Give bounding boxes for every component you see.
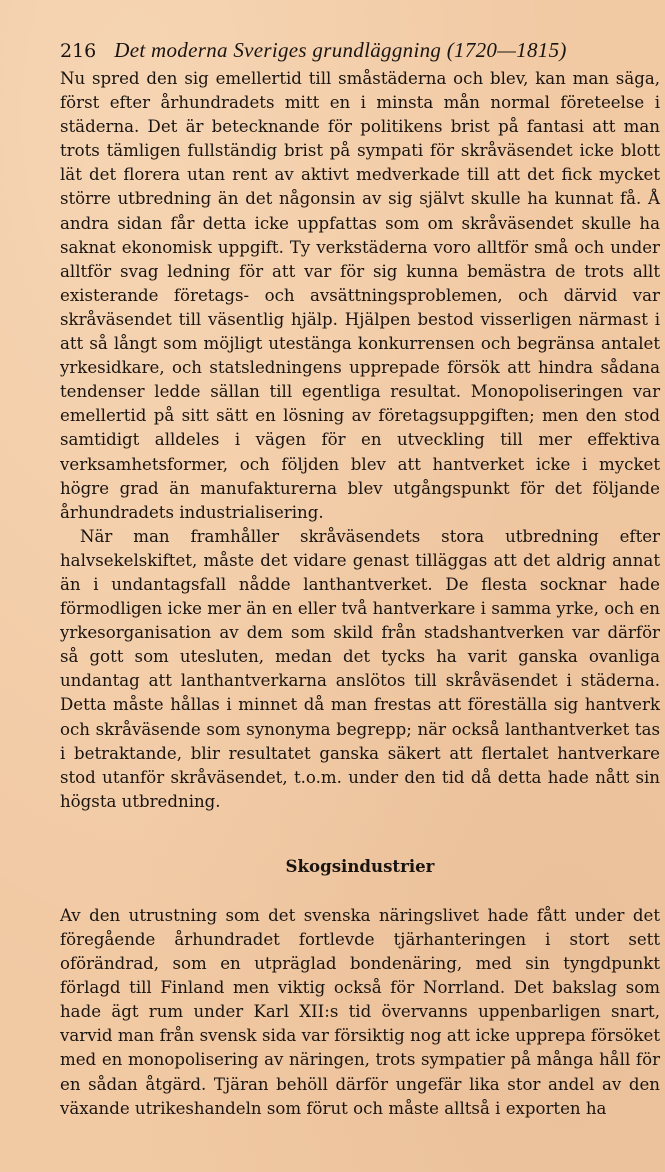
text-block-after-heading bbox=[60, 904, 660, 1121]
page-number: 216 bbox=[60, 40, 97, 62]
paragraph: Av den utrustning som det svenska näringslivet hade fått under det föregående århundradet fortlevde tjärhanteringen i stort sett oförändrad, som en utpräglad bondenäring, med sin tyngdpunkt förlagd till Finland men viktig också för Norrland. Det bakslag som hade ägt rum under Karl XII:s tid övervanns uppenbarligen snart, varvid man från svensk sida var försiktig nog att icke upprepa försöket med en monopolisering av näringen, trots sympatier på många håll för en sådan åtgärd. Tjäran behöll därför ungefär lika stor andel av den växande utrikeshandeln som förut och måste alltså i exporten ha bbox=[60, 905, 660, 1118]
section-heading: Skogsindustrier bbox=[285, 855, 435, 876]
text-block-before-heading bbox=[60, 67, 660, 814]
paragraph: När man framhåller skråväsendets stora utbredning efter halvsekelskiftet, måste det vidare genast tilläggas att det aldrig annat än i undantagsfall nådde lanthantverket. De flesta socknar hade förmodligen icke mer än en eller två hantverkare i samma yrke, och en yrkesorganisation av dem som skild från stadshantverken var därför så gott som utesluten, medan det tycks ha varit ganska ovanliga undantag att lanthantverkarna anslötos till skråväsendet i städerna. Detta måste hållas i minnet då man frestas att föreställa sig hantverk och skråväsende som synonyma begrepp; när också lanthantverket tas i betraktande, blir resultatet ganska säkert att flertalet hantverkare stod utanför skråväsendet, t.o.m. under den tid då detta hade nått sin högsta utbredning. bbox=[60, 526, 660, 811]
running-title: Det moderna Sveriges grundläggning (1720—1815) bbox=[114, 38, 567, 62]
running-header bbox=[60, 33, 660, 67]
paragraph: Nu spred den sig emellertid till småstäderna och blev, kan man säga, först efter århundradets mitt en i minsta mån normal företeelse i städerna. Det är betecknande för politikens brist på fantasi att man trots tämligen fullständig brist på sympati för skråväsendet icke blott lät det florera utan rent av aktivt medverkade till att det fick mycket större utbredning än det någonsin av sig självt skulle ha kunnat få. Å andra sidan får detta icke uppfattas som om skråväsendet skulle ha saknat ekonomisk uppgift. Ty verkstäderna voro alltför små och under alltför svag ledning för att var för sig kunna bemästra de trots allt existerande företags- och avsättningsproblemen, och därvid var skråväsendet till väsentlig hjälp. Hjälpen bestod visserligen närmast i att så långt som möjligt utestänga konkurrensen och begränsa antalet yrkesidkare, och statsledningens upprepade försök att hindra sådana tendenser ledde sällan till egentliga resultat. Monopoliseringen var emellertid på sitt sätt en lösning av företagsuppgiften; men den stod samtidigt alldeles i vägen för en utveckling till mer effektiva verksamhetsformer, och följden blev att hantverket icke i mycket högre grad än manufakturerna blev utgångspunkt för det följande århundradets industrialisering. bbox=[60, 69, 660, 522]
book-page bbox=[60, 33, 660, 1153]
